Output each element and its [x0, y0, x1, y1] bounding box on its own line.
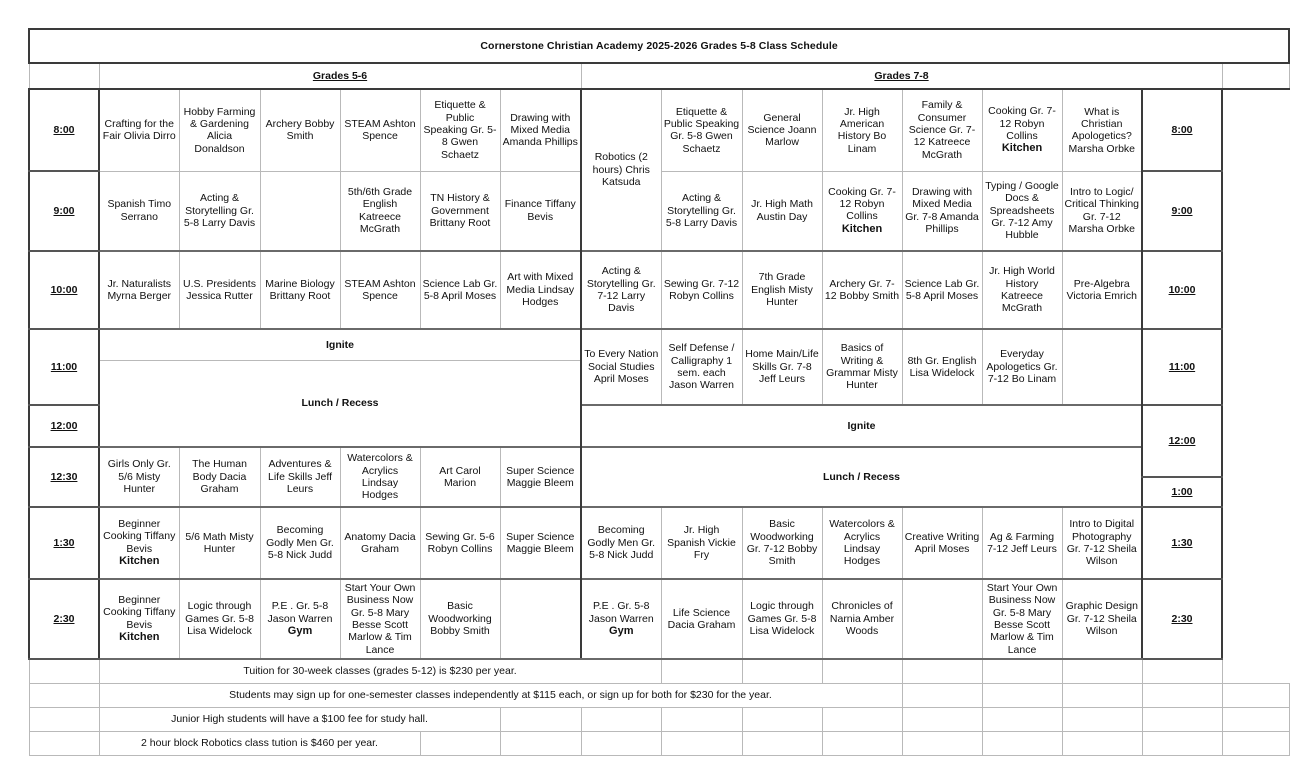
- grade-band-row: [29, 63, 1289, 89]
- note-gutter: [29, 659, 99, 684]
- time-label-230-right: 2:30: [1142, 579, 1222, 659]
- class-cell[interactable]: Chronicles of Narnia Amber Woods: [822, 579, 902, 659]
- note-blank: [822, 659, 902, 684]
- time-label-1230-left: 12:30: [29, 447, 99, 507]
- class-cell[interactable]: Intro to Digital Photography Gr. 7-12 Sheila Wilson: [1062, 507, 1142, 579]
- class-cell[interactable]: Anatomy Dacia Graham: [340, 507, 420, 579]
- class-cell[interactable]: Becoming Godly Men Gr. 5-8 Nick Judd: [260, 507, 340, 579]
- note-blank: [1062, 708, 1142, 732]
- time-label-1200-left: 12:00: [29, 405, 99, 447]
- time-label-800-left: 8:00: [29, 89, 99, 171]
- note-blank: [742, 732, 822, 756]
- class-cell[interactable]: Self Defense / Calligraphy 1 sem. each Jason Warren: [661, 329, 742, 405]
- class-cell[interactable]: TN History & Government Brittany Root: [420, 171, 500, 251]
- note-blank: [982, 659, 1062, 684]
- room-label: Kitchen: [1001, 142, 1043, 155]
- time-label-1100-right: 11:00: [1142, 329, 1222, 405]
- class-cell-empty[interactable]: [1062, 329, 1142, 405]
- note-gutter: [29, 684, 99, 708]
- class-cell[interactable]: Graphic Design Gr. 7-12 Sheila Wilson: [1062, 579, 1142, 659]
- class-cell[interactable]: Logic through Games Gr. 5-8 Lisa Widelock: [179, 579, 260, 659]
- band-grades-7-8: Grades 7-8: [581, 63, 1222, 89]
- time-label-1100-left: 11:00: [29, 329, 99, 405]
- note-row: [29, 684, 1289, 708]
- class-cell[interactable]: Acting & Storytelling Gr. 7-12 Larry Davis: [581, 251, 661, 329]
- note-blank: [1222, 684, 1289, 708]
- class-cell-text: Cooking Gr. 7-12 Robyn Collins: [828, 185, 896, 223]
- time-label-900-left: 9:00: [29, 171, 99, 251]
- class-cell-text: P.E . Gr. 5-8 Jason Warren: [267, 600, 333, 625]
- class-cell[interactable]: Logic through Games Gr. 5-8 Lisa Widelock: [742, 579, 822, 659]
- note-blank: [581, 708, 661, 732]
- note-blank: [661, 659, 742, 684]
- class-cell[interactable]: Finance Tiffany Bevis: [500, 171, 581, 251]
- class-cell-cooking[interactable]: [99, 579, 179, 659]
- class-cell-robotics[interactable]: Robotics (2 hours) Chris Katsuda: [581, 89, 661, 251]
- note-blank: [1142, 708, 1222, 732]
- row-1100-ignite: [29, 329, 1289, 360]
- room-label: Gym: [287, 624, 313, 637]
- class-cell[interactable]: Creative Writing April Moses: [902, 507, 982, 579]
- class-cell[interactable]: Drawing with Mixed Media Gr. 7-8 Amanda Phillips: [902, 171, 982, 251]
- class-cell[interactable]: 5/6 Math Misty Hunter: [179, 507, 260, 579]
- note-blank: [742, 708, 822, 732]
- time-label-900-right: 9:00: [1142, 171, 1222, 251]
- class-cell[interactable]: To Every Nation Social Studies April Moses: [581, 329, 661, 405]
- class-cell[interactable]: Watercolors & Acrylics Lindsay Hodges: [822, 507, 902, 579]
- class-cell-text: Beginner Cooking Tiffany Bevis: [103, 593, 176, 631]
- room-label: Kitchen: [119, 555, 160, 568]
- class-cell[interactable]: Everyday Apologetics Gr. 7-12 Bo Linam: [982, 329, 1062, 405]
- note-blank: [500, 708, 581, 732]
- class-cell[interactable]: Basic Woodworking Gr. 7-12 Bobby Smith: [742, 507, 822, 579]
- class-cell[interactable]: General Science Joann Marlow: [742, 89, 822, 171]
- note-row: [29, 708, 1289, 732]
- time-label-230-left: 2:30: [29, 579, 99, 659]
- class-cell[interactable]: Jr. High Math Austin Day: [742, 171, 822, 251]
- time-label-1200-right: 12:00: [1142, 405, 1222, 477]
- class-cell[interactable]: Archery Bobby Smith: [260, 89, 340, 171]
- class-cell[interactable]: Adventures & Life Skills Jeff Leurs: [260, 447, 340, 507]
- class-cell[interactable]: Start Your Own Business Now Gr. 5-8 Mary Besse Scott Marlow & Tim Lance: [982, 579, 1062, 659]
- class-cell-pe[interactable]: [581, 579, 661, 659]
- note-row: [29, 659, 1289, 684]
- note-text: Tuition for 30-week classes (grades 5-12) is $230 per year.: [99, 659, 661, 684]
- class-cell[interactable]: Intro to Logic/ Critical Thinking Gr. 7-12 Marsha Orbke: [1062, 171, 1142, 251]
- class-cell[interactable]: Basics of Writing & Grammar Misty Hunter: [822, 329, 902, 405]
- lunch-block-left: Lunch / Recess: [99, 360, 581, 447]
- note-blank: [742, 659, 822, 684]
- band-spacer-right: [1222, 63, 1289, 89]
- note-blank: [902, 659, 982, 684]
- class-cell[interactable]: The Human Body Dacia Graham: [179, 447, 260, 507]
- note-blank: [661, 708, 742, 732]
- lunch-block-right: Lunch / Recess: [581, 447, 1142, 507]
- band-spacer-left: [29, 63, 99, 89]
- class-cell[interactable]: Spanish Timo Serrano: [99, 171, 179, 251]
- class-cell[interactable]: Girls Only Gr. 5/6 Misty Hunter: [99, 447, 179, 507]
- class-cell[interactable]: STEAM Ashton Spence: [340, 251, 420, 329]
- note-blank: [581, 732, 661, 756]
- room-label: Gym: [609, 624, 634, 637]
- class-cell[interactable]: Sewing Gr. 7-12 Robyn Collins: [661, 251, 742, 329]
- time-label-1000-right: 10:00: [1142, 251, 1222, 329]
- class-cell-text: Cooking Gr. 7-12 Robyn Collins: [988, 105, 1056, 142]
- class-cell[interactable]: What is Christian Apologetics? Marsha Orbke: [1062, 89, 1142, 171]
- ignite-block-left: Ignite: [99, 329, 581, 360]
- note-gutter: [29, 708, 99, 732]
- band-grades-5-6: Grades 5-6: [99, 63, 581, 89]
- class-cell[interactable]: STEAM Ashton Spence: [340, 89, 420, 171]
- class-cell[interactable]: Jr. Naturalists Myrna Berger: [99, 251, 179, 329]
- class-cell[interactable]: U.S. Presidents Jessica Rutter: [179, 251, 260, 329]
- note-blank: [1062, 732, 1142, 756]
- class-cell-cooking[interactable]: [99, 507, 179, 579]
- title-row: [29, 29, 1289, 63]
- note-text: Students may sign up for one-semester classes independently at $115 each, or sign up for both for $230 for the year.: [99, 684, 902, 708]
- class-cell-text: Beginner Cooking Tiffany Bevis: [103, 517, 176, 555]
- note-text: Junior High students will have a $100 fee for study hall.: [99, 708, 500, 732]
- class-cell[interactable]: Archery Gr. 7-12 Bobby Smith: [822, 251, 902, 329]
- class-cell[interactable]: Etiquette & Public Speaking Gr. 5-8 Gwen Schaetz: [420, 89, 500, 171]
- class-cell[interactable]: Pre-Algebra Victoria Emrich: [1062, 251, 1142, 329]
- note-blank: [420, 732, 500, 756]
- class-cell[interactable]: Super Science Maggie Bleem: [500, 507, 581, 579]
- class-cell[interactable]: Hobby Farming & Gardening Alicia Donaldson: [179, 89, 260, 171]
- class-cell[interactable]: Art with Mixed Media Lindsay Hodges: [500, 251, 581, 329]
- class-cell[interactable]: Typing / Google Docs & Spreadsheets Gr. 7-12 Amy Hubble: [982, 171, 1062, 251]
- class-cell[interactable]: Basic Woodworking Bobby Smith: [420, 579, 500, 659]
- class-cell-empty[interactable]: [260, 171, 340, 251]
- note-blank: [1142, 732, 1222, 756]
- ignite-block-right: Ignite: [581, 405, 1142, 447]
- note-blank: [1222, 708, 1289, 732]
- note-blank: [822, 708, 902, 732]
- class-cell[interactable]: Etiquette & Public Speaking Gr. 5-8 Gwen Schaetz: [661, 89, 742, 171]
- note-blank: [982, 708, 1062, 732]
- class-cell-text: P.E . Gr. 5-8 Jason Warren: [588, 600, 654, 625]
- class-cell[interactable]: Art Carol Marion: [420, 447, 500, 507]
- class-cell[interactable]: Sewing Gr. 5-6 Robyn Collins: [420, 507, 500, 579]
- page-title: Cornerstone Christian Academy 2025-2026 Grades 5-8 Class Schedule: [29, 29, 1289, 63]
- class-cell[interactable]: Marine Biology Brittany Root: [260, 251, 340, 329]
- row-800: [29, 89, 1289, 171]
- row-1230-a: [29, 447, 1289, 477]
- time-label-130-right: 1:30: [1142, 507, 1222, 579]
- class-cell[interactable]: Science Lab Gr. 5-8 April Moses: [902, 251, 982, 329]
- time-label-1000-left: 10:00: [29, 251, 99, 329]
- class-cell-empty[interactable]: [902, 579, 982, 659]
- class-cell[interactable]: Ag & Farming 7-12 Jeff Leurs: [982, 507, 1062, 579]
- class-schedule-table: [28, 28, 1290, 756]
- room-label: Kitchen: [119, 631, 160, 644]
- class-cell[interactable]: 8th Gr. English Lisa Widelock: [902, 329, 982, 405]
- note-blank: [822, 732, 902, 756]
- class-cell[interactable]: Family & Consumer Science Gr. 7-12 Katreece McGrath: [902, 89, 982, 171]
- class-cell[interactable]: Crafting for the Fair Olivia Dirro: [99, 89, 179, 171]
- time-label-130-left: 1:30: [29, 507, 99, 579]
- class-cell[interactable]: Super Science Maggie Bleem: [500, 447, 581, 507]
- note-blank: [1062, 659, 1142, 684]
- note-blank: [1142, 684, 1222, 708]
- class-cell[interactable]: Jr. High American History Bo Linam: [822, 89, 902, 171]
- class-cell[interactable]: Jr. High Spanish Vickie Fry: [661, 507, 742, 579]
- class-cell[interactable]: Becoming Godly Men Gr. 5-8 Nick Judd: [581, 507, 661, 579]
- class-cell-pe[interactable]: [260, 579, 340, 659]
- note-blank: [1142, 659, 1222, 684]
- row-130: [29, 507, 1289, 579]
- note-text: 2 hour block Robotics class tution is $460 per year.: [99, 732, 420, 756]
- class-cell-cooking[interactable]: [982, 89, 1062, 171]
- class-cell[interactable]: Science Lab Gr. 5-8 April Moses: [420, 251, 500, 329]
- class-cell-empty[interactable]: [500, 579, 581, 659]
- class-cell[interactable]: Home Main/Life Skills Gr. 7-8 Jeff Leurs: [742, 329, 822, 405]
- note-blank: [902, 684, 982, 708]
- class-cell[interactable]: Life Science Dacia Graham: [661, 579, 742, 659]
- note-blank: [982, 732, 1062, 756]
- class-cell[interactable]: Jr. High World History Katreece McGrath: [982, 251, 1062, 329]
- class-cell[interactable]: Watercolors & Acrylics Lindsay Hodges: [340, 447, 420, 507]
- note-blank: [1062, 684, 1142, 708]
- row-230: [29, 579, 1289, 659]
- note-blank: [1222, 732, 1289, 756]
- room-label: Kitchen: [841, 222, 883, 235]
- row-1000: [29, 251, 1289, 329]
- note-row: [29, 732, 1289, 756]
- note-blank: [902, 708, 982, 732]
- class-cell-cooking[interactable]: [822, 171, 902, 251]
- class-cell[interactable]: 5th/6th Grade English Katreece McGrath: [340, 171, 420, 251]
- time-label-100-right: 1:00: [1142, 477, 1222, 507]
- note-gutter: [29, 732, 99, 756]
- class-cell[interactable]: 7th Grade English Misty Hunter: [742, 251, 822, 329]
- class-cell[interactable]: Start Your Own Business Now Gr. 5-8 Mary Besse Scott Marlow & Tim Lance: [340, 579, 420, 659]
- note-blank: [500, 732, 581, 756]
- note-blank: [661, 732, 742, 756]
- class-cell[interactable]: Acting & Storytelling Gr. 5-8 Larry Davis: [179, 171, 260, 251]
- time-label-800-right: 8:00: [1142, 89, 1222, 171]
- note-blank: [982, 684, 1062, 708]
- note-blank: [902, 732, 982, 756]
- class-cell[interactable]: Drawing with Mixed Media Amanda Phillips: [500, 89, 581, 171]
- class-cell[interactable]: Acting & Storytelling Gr. 5-8 Larry Davis: [661, 171, 742, 251]
